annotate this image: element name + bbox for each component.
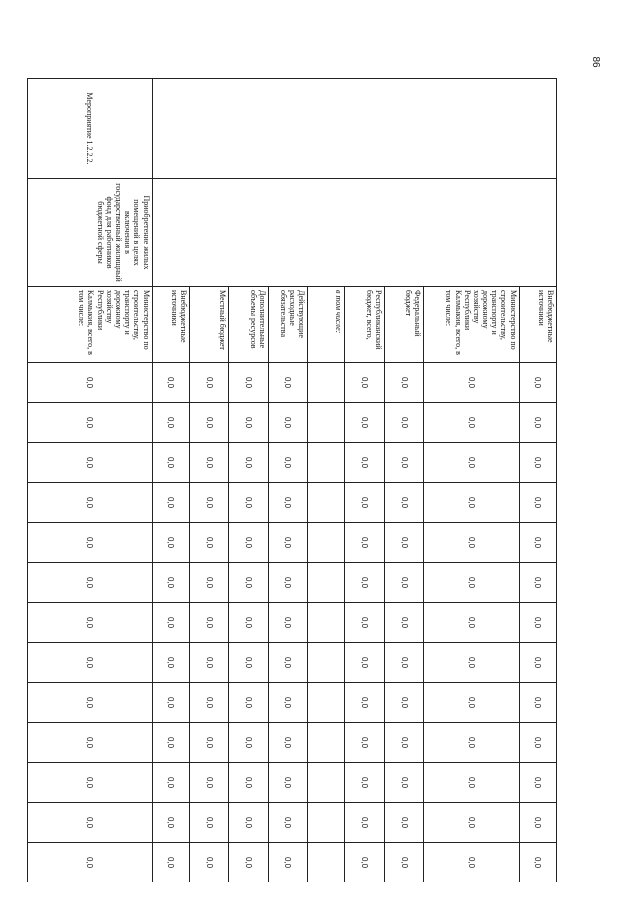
value-cell: 0,0 [28, 763, 153, 803]
value-cell: 0,0 [189, 363, 228, 403]
value-cell: 0,0 [28, 603, 153, 643]
value-cell: 0,0 [384, 643, 423, 683]
value-cell: 0,0 [229, 643, 268, 683]
funding-source-cell: Федеральный бюджет [384, 287, 423, 363]
value-cell: 0,0 [384, 563, 423, 603]
funding-source-cell: Министерство по строительству, транспорту и дорожному хозяйству Республики Калмыкия, всего, в том числе: [28, 287, 153, 363]
value-cell: 0,0 [268, 683, 307, 723]
value-cell: 0,0 [424, 723, 519, 763]
value-cell: 0,0 [384, 443, 423, 483]
value-cell [308, 803, 345, 843]
value-cell: 0,0 [152, 763, 189, 803]
activity-cell-prev [152, 79, 556, 179]
value-cell [308, 443, 345, 483]
activity-name-cell: Мероприятие 1.2.2.2. [28, 79, 153, 179]
value-cell: 0,0 [189, 683, 228, 723]
value-cell: 0,0 [519, 643, 556, 683]
value-cell: 0,0 [189, 483, 228, 523]
value-cell [308, 843, 345, 883]
value-cell: 0,0 [268, 523, 307, 563]
value-cell: 0,0 [152, 403, 189, 443]
value-cell: 0,0 [424, 403, 519, 443]
value-cell: 0,0 [519, 523, 556, 563]
value-cell [308, 643, 345, 683]
value-cell: 0,0 [384, 723, 423, 763]
value-cell [308, 763, 345, 803]
value-cell: 0,0 [268, 403, 307, 443]
value-cell: 0,0 [189, 523, 228, 563]
value-cell: 0,0 [268, 723, 307, 763]
value-cell: 0,0 [229, 563, 268, 603]
value-cell: 0,0 [152, 723, 189, 763]
value-cell: 0,0 [519, 603, 556, 643]
value-cell: 0,0 [424, 643, 519, 683]
value-cell: 0,0 [152, 643, 189, 683]
value-cell: 0,0 [152, 523, 189, 563]
funding-source-cell: в том числе: [308, 287, 345, 363]
value-cell: 0,0 [189, 643, 228, 683]
value-cell: 0,0 [519, 683, 556, 723]
value-cell: 0,0 [229, 683, 268, 723]
value-cell [308, 563, 345, 603]
value-cell: 0,0 [384, 603, 423, 643]
value-cell: 0,0 [424, 843, 519, 883]
value-cell: 0,0 [384, 403, 423, 443]
value-cell: 0,0 [28, 723, 153, 763]
value-cell: 0,0 [229, 723, 268, 763]
value-cell: 0,0 [229, 523, 268, 563]
value-cell: 0,0 [28, 563, 153, 603]
value-cell: 0,0 [384, 363, 423, 403]
value-cell: 0,0 [152, 483, 189, 523]
budget-table-wrapper [27, 78, 557, 882]
value-cell: 0,0 [384, 843, 423, 883]
page-number: 86 [590, 56, 601, 68]
table-row [28, 79, 153, 883]
value-cell: 0,0 [189, 443, 228, 483]
value-cell: 0,0 [519, 443, 556, 483]
value-cell: 0,0 [345, 763, 384, 803]
value-cell: 0,0 [229, 763, 268, 803]
value-cell: 0,0 [189, 603, 228, 643]
value-cell: 0,0 [28, 403, 153, 443]
value-cell: 0,0 [268, 443, 307, 483]
value-cell: 0,0 [268, 803, 307, 843]
value-cell: 0,0 [229, 483, 268, 523]
value-cell: 0,0 [345, 563, 384, 603]
value-cell: 0,0 [268, 363, 307, 403]
value-cell: 0,0 [424, 803, 519, 843]
value-cell: 0,0 [152, 603, 189, 643]
value-cell: 0,0 [519, 563, 556, 603]
value-cell: 0,0 [424, 523, 519, 563]
funding-source-cell: Дополнительные объемы ресурсов [229, 287, 268, 363]
value-cell: 0,0 [268, 763, 307, 803]
value-cell: 0,0 [345, 523, 384, 563]
value-cell: 0,0 [424, 483, 519, 523]
funding-source-cell: Министерство по строительству, транспорту и дорожному хозяйству Республики Калмыкия, всего, в том числе: [424, 287, 519, 363]
value-cell: 0,0 [519, 803, 556, 843]
value-cell: 0,0 [152, 443, 189, 483]
funding-source-cell: Действующие расходные обязательства [268, 287, 307, 363]
funding-source-cell: Внебюджетные источники [519, 287, 556, 363]
value-cell: 0,0 [189, 803, 228, 843]
value-cell: 0,0 [152, 563, 189, 603]
value-cell: 0,0 [384, 523, 423, 563]
value-cell: 0,0 [152, 363, 189, 403]
value-cell: 0,0 [28, 443, 153, 483]
value-cell: 0,0 [229, 363, 268, 403]
value-cell: 0,0 [424, 363, 519, 403]
description-cell-prev [152, 179, 556, 287]
value-cell: 0,0 [424, 603, 519, 643]
activity-description-cell: Приобретение жилых помещений в целях включения в государственный жилищный фонд для работников бюджетной сферы [28, 179, 153, 287]
value-cell: 0,0 [229, 843, 268, 883]
value-cell: 0,0 [345, 723, 384, 763]
value-cell [308, 363, 345, 403]
value-cell: 0,0 [424, 563, 519, 603]
value-cell: 0,0 [229, 603, 268, 643]
value-cell: 0,0 [152, 843, 189, 883]
value-cell: 0,0 [229, 443, 268, 483]
value-cell: 0,0 [28, 643, 153, 683]
value-cell: 0,0 [28, 683, 153, 723]
value-cell: 0,0 [345, 603, 384, 643]
value-cell: 0,0 [345, 483, 384, 523]
value-cell: 0,0 [189, 843, 228, 883]
value-cell: 0,0 [189, 763, 228, 803]
funding-source-cell: Местный бюджет [189, 287, 228, 363]
value-cell: 0,0 [384, 483, 423, 523]
value-cell: 0,0 [28, 523, 153, 563]
value-cell: 0,0 [519, 363, 556, 403]
value-cell: 0,0 [424, 683, 519, 723]
value-cell: 0,0 [519, 763, 556, 803]
value-cell: 0,0 [519, 723, 556, 763]
value-cell [308, 723, 345, 763]
value-cell: 0,0 [268, 603, 307, 643]
value-cell [308, 683, 345, 723]
funding-source-cell: Республиканский бюджет, всего, [345, 287, 384, 363]
value-cell: 0,0 [345, 643, 384, 683]
value-cell: 0,0 [268, 483, 307, 523]
value-cell [308, 403, 345, 443]
value-cell [308, 523, 345, 563]
value-cell: 0,0 [519, 403, 556, 443]
value-cell: 0,0 [384, 763, 423, 803]
value-cell: 0,0 [345, 683, 384, 723]
value-cell: 0,0 [229, 803, 268, 843]
value-cell: 0,0 [384, 803, 423, 843]
value-cell: 0,0 [424, 443, 519, 483]
value-cell: 0,0 [152, 683, 189, 723]
value-cell: 0,0 [268, 563, 307, 603]
budget-table [27, 78, 557, 882]
value-cell: 0,0 [189, 403, 228, 443]
table-row [519, 79, 556, 883]
value-cell: 0,0 [519, 843, 556, 883]
value-cell: 0,0 [152, 803, 189, 843]
value-cell: 0,0 [268, 643, 307, 683]
funding-source-cell: Внебюджетные источники [152, 287, 189, 363]
value-cell: 0,0 [424, 763, 519, 803]
value-cell: 0,0 [519, 483, 556, 523]
value-cell: 0,0 [345, 363, 384, 403]
value-cell: 0,0 [345, 443, 384, 483]
value-cell: 0,0 [28, 363, 153, 403]
value-cell: 0,0 [345, 403, 384, 443]
value-cell: 0,0 [28, 483, 153, 523]
value-cell: 0,0 [229, 403, 268, 443]
value-cell: 0,0 [345, 803, 384, 843]
value-cell: 0,0 [189, 723, 228, 763]
value-cell: 0,0 [28, 843, 153, 883]
value-cell: 0,0 [189, 563, 228, 603]
value-cell: 0,0 [384, 683, 423, 723]
value-cell: 0,0 [28, 803, 153, 843]
value-cell: 0,0 [345, 843, 384, 883]
value-cell [308, 603, 345, 643]
value-cell [308, 483, 345, 523]
value-cell: 0,0 [268, 843, 307, 883]
